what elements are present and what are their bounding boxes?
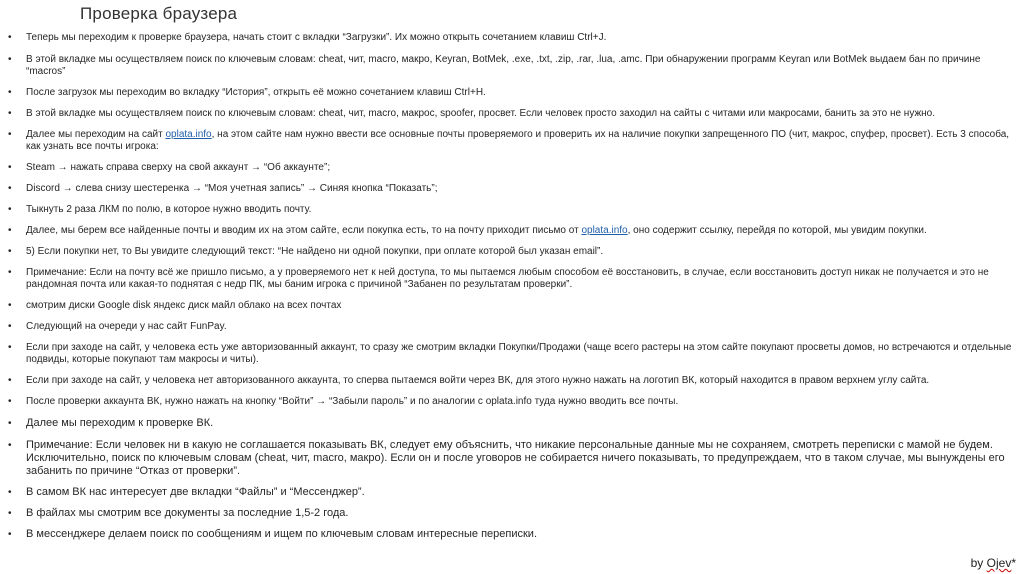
bullet-text: Steam → нажать справа сверху на свой аккаунт → “Об аккаунте”;: [26, 162, 331, 173]
bullet-item: [8, 162, 1014, 174]
bullet-item: [8, 246, 1014, 258]
bullet-item: [8, 342, 1014, 366]
bullet-item: [8, 439, 1014, 478]
bullet-item: [8, 396, 1014, 408]
bullet-item: [8, 87, 1014, 99]
bullet-item: [8, 528, 1014, 541]
bullet-item: [8, 300, 1014, 312]
bullet-item: [8, 486, 1014, 499]
bullet-item: [8, 183, 1014, 195]
bullet-item: [8, 507, 1014, 520]
bullet-text: , оно содержит ссылку, перейдя по которой, мы увидим покупки.: [627, 225, 927, 236]
bullet-item: [8, 321, 1014, 333]
author-prefix: by: [970, 556, 987, 570]
bullet-item: [8, 54, 1014, 78]
bullet-text: В файлах мы смотрим все документы за последние 1,5-2 года.: [26, 507, 349, 519]
bullet-text: 5) Если покупки нет, то Вы увидите следующий текст: “Не найдено ни одной покупки, при оплате которой был указан email”.: [26, 246, 604, 257]
bullet-item: [8, 225, 1014, 237]
bullet-text: Тыкнуть 2 раза ЛКМ по полю, в которое нужно вводить почту.: [26, 204, 312, 215]
bullet-text: Теперь мы переходим к проверке браузера, начать стоит с вкладки “Загрузки”. Их можно открыть сочетанием клавиш Ctrl+J.: [26, 32, 607, 43]
author-byline: [971, 556, 1016, 570]
author-name: Ojev: [986, 556, 1012, 570]
bullet-text: Далее, мы берем все найденные почты и вводим их на этом сайте, если покупка есть, то на почту приходит письмо от: [26, 225, 582, 236]
bullet-list: [8, 30, 1014, 541]
bullet-item: [8, 32, 1014, 44]
bullet-text: , на этом сайте нам нужно ввести все основные почты проверяемого и проверить их на наличие покупки запрещенного ПО (чит, макрос, спуфер, просвет). Есть 3 способа, как узнать все почты игрока:: [26, 129, 1010, 152]
author-suffix: *: [1011, 556, 1016, 570]
bullet-text: Discord → слева снизу шестеренка → “Моя учетная запись” → Синяя кнопка “Показать”;: [26, 183, 438, 194]
bullet-text: После проверки аккаунта ВК, нужно нажать на кнопку “Войти” → “Забыли пароль” и по аналогии с oplata.info туда нужно вводить все почты.: [26, 396, 679, 407]
oplata-link[interactable]: oplata.info: [165, 129, 212, 140]
bullet-text: Если при заходе на сайт, у человека нет авторизованного аккаунта, то сперва пытаемся войти через ВК, для этого нужно нажать на логотип ВК, который находится в правом верхнем углу сайта.: [26, 375, 930, 386]
bullet-text: В этой вкладке мы осуществляем поиск по ключевым словам: cheat, чит, macro, макрос, spoofer, просвет. Если человек просто заходил на сайты с читами или макросами, банить за это не нужно.: [26, 108, 935, 119]
bullet-item: [8, 108, 1014, 120]
bullet-text: Примечание: Если человек ни в какую не соглашается показывать ВК, следует ему объяснить, что никакие персональные данные мы не сохраняем, смотреть переписки с мамой не будем. Исключительно, поиск по ключевым словам (cheat, чит, macro, макро). Если он и после уговоров не собирается ничего показывать, то предупреждаем, что в таком случае, мы вынуждены его забанить по причине “Отказ от проверки”.: [26, 439, 1005, 477]
bullet-item: [8, 417, 1014, 430]
bullet-text: Далее мы переходим на сайт: [26, 129, 166, 140]
bullet-text: В самом ВК нас интересует две вкладки “Файлы” и “Мессенджер”.: [26, 486, 365, 498]
slide-title: Проверка браузера: [80, 4, 238, 23]
bullet-text: Примечание: Если на почту всё же пришло письмо, а у проверяемого нет к ней доступа, то мы пытаемся любым способом её восстановить, в случае, если восстановить доступ никак не получается и это не рандомная почта или какая-то поднятая с недр ПК, мы баним игрока с причиной “Забанен по результатам проверки”.: [26, 267, 989, 290]
bullet-text: Если при заходе на сайт, у человека есть уже авторизованный аккаунт, то сразу же смотрим вкладки Покупки/Продажи (чаще всего растеры на этом сайте покупают просветы домов, но встречаются и отдельные подвиды, которые покупают там макросы и читы).: [26, 342, 1012, 365]
bullet-text: смотрим диски Google disk яндекс диск майл облако на всех почтах: [26, 300, 342, 311]
oplata-link[interactable]: oplata.info: [581, 225, 628, 236]
bullet-text: В мессенджере делаем поиск по сообщениям и ищем по ключевым словам интересные переписки.: [26, 528, 538, 540]
bullet-text: Далее мы переходим к проверке ВК.: [26, 417, 214, 429]
bullet-item: [8, 267, 1014, 291]
bullet-text: В этой вкладке мы осуществляем поиск по ключевым словам: cheat, чит, macro, макро, Keyran, BotMek, .exe, .txt, .zip, .rar, .lua, .amc. При обнаружении программ Keyran или BotMek выдаем бан по причине “macros”: [26, 54, 981, 77]
bullet-item: [8, 204, 1014, 216]
bullet-item: [8, 375, 1014, 387]
bullet-item: [8, 129, 1014, 153]
bullet-text: Следующий на очереди у нас сайт FunPay.: [26, 321, 227, 332]
bullet-text: После загрузок мы переходим во вкладку “История”, открыть её можно сочетанием клавиш Ctrl+H.: [26, 87, 486, 98]
